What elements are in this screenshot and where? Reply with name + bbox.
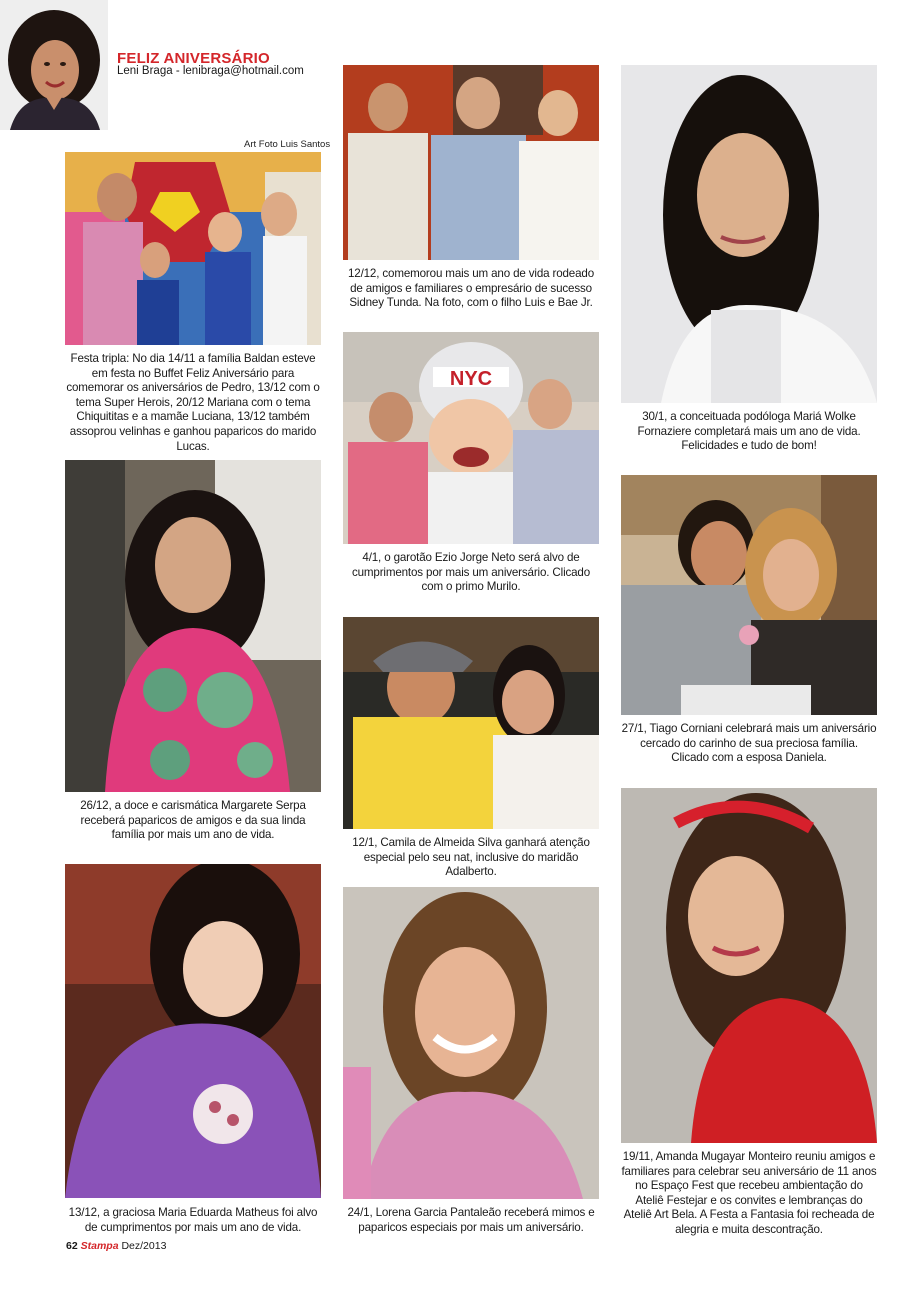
photo-credit: Art Foto Luis Santos bbox=[244, 139, 331, 150]
caption-ezio-jorge-neto: 4/1, o garotão Ezio Jorge Neto será alvo de cumprimentos por mais um aniversário. Clicado com o primo Murilo. bbox=[351, 551, 591, 594]
page-footer bbox=[66, 1240, 166, 1252]
caption-amanda-mugayar: 19/11, Amanda Mugayar Monteiro reuniu amigos e familiares para celebrar seu aniversário de 11 anos no Espaço Fest que recebeu ambientação do Ateliê Festejar e os convites e lembranças do Ateliê Art Bela. A Festa a Fantasia foi recheada de alegria e muita descontração. bbox=[621, 1150, 877, 1236]
issue-date: Dez/2013 bbox=[121, 1240, 167, 1252]
caption-maria-wolke: 30/1, a conceituada podóloga Mariá Wolke Fornaziere completará mais um ano de vida. Felicidades e tudo de bom! bbox=[637, 410, 861, 453]
photo-maria-wolke bbox=[621, 65, 877, 403]
caption-lorena-garcia: 24/1, Lorena Garcia Pantaleão receberá mimos e paparicos especiais por mais um aniversário. bbox=[347, 1206, 595, 1234]
photo-amanda-mugayar bbox=[621, 788, 877, 1143]
photo-lorena-garcia bbox=[343, 887, 599, 1199]
photo-maria-eduarda bbox=[65, 864, 321, 1198]
page-number: 62 bbox=[66, 1240, 78, 1252]
nyc-sign-text: NYC bbox=[449, 368, 493, 390]
photo-sidney-tunda bbox=[343, 65, 599, 260]
caption-margarete-serpa: 26/12, a doce e carismática Margarete Serpa receberá paparicos de amigos e da sua linda família por mais um ano de vida. bbox=[80, 799, 306, 842]
photo-ezio-jorge-neto bbox=[343, 332, 599, 544]
columnist-photo bbox=[0, 0, 108, 130]
caption-baldan-family: Festa tripla: No dia 14/11 a família Baldan esteve em festa no Buffet Feliz Aniversário para comemorar os aniversários de Pedro, 13/12 com o tema Super Herois, 20/12 Mariana com o tema Chiquititas e a mamãe Luciana, 13/12 também assoprou velinhas e ganhou paparicos do marido Lucas. bbox=[66, 352, 320, 453]
section-byline: Leni Braga - lenibraga@hotmail.com bbox=[117, 65, 304, 77]
photo-baldan-family bbox=[65, 152, 321, 345]
photo-tiago-corniani bbox=[621, 475, 877, 715]
caption-tiago-corniani: 27/1, Tiago Corniani celebrará mais um aniversário cercado do carinho de sua preciosa família. Clicado com a esposa Daniela. bbox=[621, 722, 877, 765]
caption-sidney-tunda: 12/12, comemorou mais um ano de vida rodeado de amigos e familiares o empresário de sucesso Sidney Tunda. Na foto, com o filho Luis e Bae Jr. bbox=[347, 267, 595, 310]
photo-margarete-serpa bbox=[65, 460, 321, 792]
magazine-name: Stampa bbox=[80, 1240, 119, 1252]
caption-camila-almeida: 12/1, Camila de Almeida Silva ganhará atenção especial pelo seu nat, inclusive do maridão Adalberto. bbox=[352, 836, 590, 879]
caption-maria-eduarda: 13/12, a graciosa Maria Eduarda Matheus foi alvo de cumprimentos por mais um ano de vida. bbox=[68, 1206, 318, 1234]
section-title: FELIZ ANIVERSÁRIO bbox=[117, 50, 270, 67]
photo-camila-almeida bbox=[343, 617, 599, 829]
